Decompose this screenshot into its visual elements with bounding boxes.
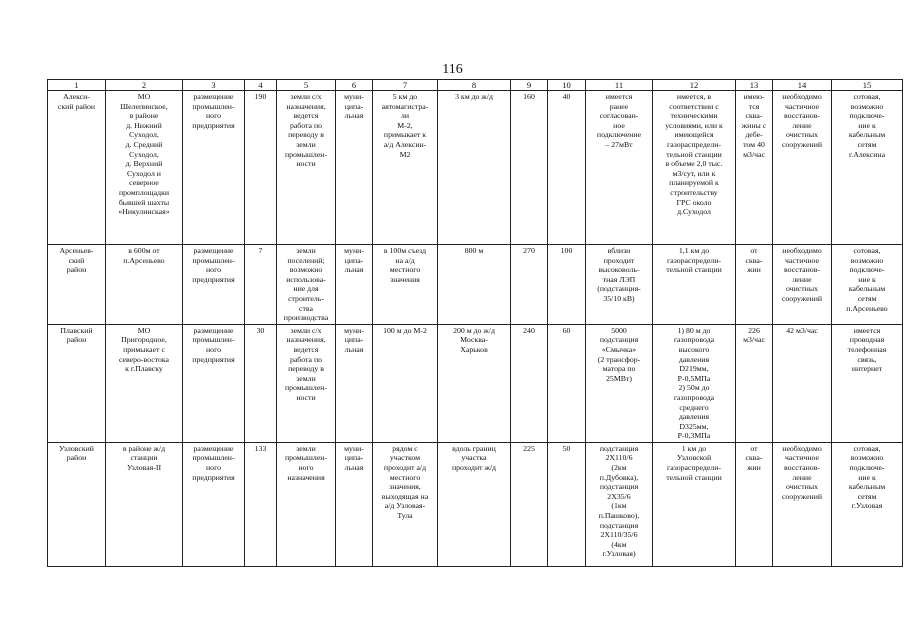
table-cell [548, 324, 586, 442]
cell-text: необходимо частичное восстанов- ление очистных сооружений [781, 246, 823, 303]
table-cell [548, 442, 586, 566]
cell-text: земли промышлен- ного назначения [284, 443, 328, 482]
table-cell [438, 442, 511, 566]
column-number: 15 [832, 80, 903, 91]
cell-text: размещение промышлен- ного предприятия [192, 325, 235, 364]
table-cell [773, 245, 832, 325]
cell-text: 270 [523, 246, 535, 255]
cell-text: сотовая, возможно подключе- ние к кабельным сетям п.Арсеньево [846, 246, 888, 313]
table-cell [832, 245, 903, 325]
table-cell [653, 442, 736, 566]
cell-text: 1,1 км до газораспредели- тельной станции [666, 246, 722, 275]
table-cell [653, 245, 736, 325]
cell-text: 5 км до автомагистра- ли М-2, примыкает к а/д Алексин- М2 [381, 92, 429, 159]
table-cell [586, 245, 653, 325]
column-number: 1 [48, 80, 106, 91]
table-cell [183, 442, 245, 566]
column-number: 8 [438, 80, 511, 91]
table-cell [277, 324, 336, 442]
cell-text: земли поселений; возможно использова- ние для строитель- ства производства [283, 246, 329, 323]
site-table [47, 79, 903, 567]
table-cell [106, 245, 183, 325]
table-cell [438, 324, 511, 442]
column-number: 5 [277, 80, 336, 91]
table-cell [548, 245, 586, 325]
table-cell [336, 324, 373, 442]
table-row [48, 442, 903, 566]
table-cell [586, 324, 653, 442]
table-cell [106, 91, 183, 245]
table-cell [336, 91, 373, 245]
cell-text: муни- ципа- льная [344, 246, 364, 275]
column-number: 10 [548, 80, 586, 91]
table-cell [245, 91, 277, 245]
cell-text: Плавский район [60, 325, 93, 345]
cell-text: от сква- жин [745, 443, 763, 473]
cell-text: земли с/х назначения, ведется работа по переводу в земли промышлен- ности [284, 92, 328, 169]
cell-text: 7 [258, 246, 263, 255]
table-cell [48, 324, 106, 442]
table-cell [277, 442, 336, 566]
cell-text: размещение промышлен- ного предприятия [192, 246, 235, 284]
cell-text: подстанция 2Х110/6 (2км п.Дубовка), подстанция 2Х35/6 (1км п.Пашково), подстанция 2Х110/35/6 (4км г.Узловая) [598, 443, 640, 559]
column-number: 9 [511, 80, 548, 91]
column-number: 6 [336, 80, 373, 91]
table-row [48, 91, 903, 245]
table-cell [653, 91, 736, 245]
table-row [48, 245, 903, 325]
column-number: 4 [245, 80, 277, 91]
table-cell [832, 91, 903, 245]
column-number: 2 [106, 80, 183, 91]
column-number: 14 [773, 80, 832, 91]
cell-text: 50 [562, 443, 571, 453]
table-cell [183, 91, 245, 245]
table-cell [48, 91, 106, 245]
table-cell [438, 91, 511, 245]
cell-text: 3 км до ж/д [455, 92, 493, 101]
column-number: 11 [586, 80, 653, 91]
cell-text: 160 [523, 92, 535, 101]
cell-text: 1 км до Узловской газораспредели- тельной станции [666, 443, 722, 482]
cell-text: в районе ж/д станции Узловая-II [122, 443, 166, 473]
cell-text: 40 [562, 92, 571, 101]
cell-text: имеется проводная телефонная связь, интернет [847, 325, 887, 374]
cell-text: 100 [560, 246, 573, 255]
cell-text: в 100м съезд на а/д местного значения [383, 246, 427, 284]
table-cell [277, 245, 336, 325]
table-cell [48, 442, 106, 566]
cell-text: имеется ранее согласован- ное подключение – 27мВт [596, 92, 642, 149]
table-cell [106, 442, 183, 566]
cell-text: МО Шелепинское, в районе д. Нижний Суходол, д. Средний Суходол, д. Верхний Суходол и северное промплощадки бывшей шахты «Никулинская» [118, 92, 170, 217]
cell-text: Узловский район [59, 443, 94, 463]
table-cell [736, 91, 773, 245]
cell-text: размещение промышлен- ного предприятия [192, 443, 235, 482]
cell-text: МО Пригородное, примыкает с северо-востока к г.Плавску [118, 325, 170, 374]
header-row [48, 80, 903, 91]
table-cell [106, 324, 183, 442]
cell-text: необходимо частичное восстанов- ление очистных сооружений [781, 92, 823, 149]
table-cell [48, 245, 106, 325]
table-cell [373, 245, 438, 325]
table-cell [511, 324, 548, 442]
cell-text: муни- ципа- льная [344, 92, 364, 121]
cell-text: 5000 подстанция «Смычка» (2 трансфор- матора по 25МВт) [597, 325, 641, 383]
table-cell [653, 324, 736, 442]
table-cell [548, 91, 586, 245]
table-cell [373, 442, 438, 566]
cell-text: 200 м до ж/д Москва- Харьков [453, 325, 495, 354]
cell-text: 133 [254, 443, 267, 453]
table-cell [336, 442, 373, 566]
table-cell [736, 324, 773, 442]
table-cell [773, 324, 832, 442]
table-cell [736, 245, 773, 325]
table-cell [511, 245, 548, 325]
table-cell [373, 91, 438, 245]
cell-text: рядом с участком проходит а/д местного значения, выходящая на а/д Узловая- Тула [381, 443, 429, 521]
cell-text: 800 м [464, 246, 484, 255]
column-number: 13 [736, 80, 773, 91]
cell-text: 30 [256, 325, 265, 335]
table-cell [832, 442, 903, 566]
cell-text: 100 м до М-2 [383, 325, 427, 335]
cell-text: вдоль границ участка проходит ж/д [451, 443, 497, 473]
table-cell [245, 324, 277, 442]
cell-text: от сква- жин [745, 246, 763, 275]
cell-text: земли с/х назначения, ведется работа по переводу в земли промышлен- ности [284, 325, 328, 402]
cell-text: сотовая, возможно подключе- ние к кабельным сетям г.Узловая [848, 443, 886, 511]
table-cell [336, 245, 373, 325]
table-cell [511, 442, 548, 566]
cell-text: Арсеньев- ский район [59, 246, 94, 275]
table-cell [586, 442, 653, 566]
table-cell [773, 442, 832, 566]
table-cell [245, 245, 277, 325]
page-number: 116 [442, 62, 463, 77]
cell-text: имеется, в соответствии с техническими условиями, или к имеющейся газораспредели- тельной станции в объеме 2,0 тыс. м3/сут, или к планируемой к строительству ГРС около д.Суходол [665, 92, 723, 217]
cell-text: 60 [562, 325, 571, 335]
table-row [48, 324, 903, 442]
cell-text: 225 [523, 443, 535, 453]
cell-text: 240 [523, 325, 535, 335]
table-cell [183, 245, 245, 325]
cell-text: вблизи проходит высоковоль- тная ЛЭП (подстанция- 35/10 кВ) [597, 246, 641, 303]
cell-text: сотовая, возможно подключе- ние к кабельным сетям г.Алексина [848, 92, 886, 159]
table-cell [183, 324, 245, 442]
table-cell [736, 442, 773, 566]
cell-text: 1) 80 м до газопровода высокого давления D219мм, Р-0,5МПа 2) 50м до газопровода среднего давления D325мм, Р-0,3МПа [673, 325, 715, 441]
cell-text: в 600м от п.Арсеньево [123, 246, 165, 265]
table-cell [277, 91, 336, 245]
cell-text: муни- ципа- льная [344, 443, 364, 473]
cell-text: имею- тся сква- жины с дебе- том 40 м3/час [741, 92, 767, 159]
cell-text: муни- ципа- льная [344, 325, 364, 354]
table-cell [586, 91, 653, 245]
cell-text: необходимо частичное восстанов- ление очистных сооружений [781, 443, 823, 501]
table-cell [245, 442, 277, 566]
table-cell [832, 324, 903, 442]
table-cell [438, 245, 511, 325]
table-cell [511, 91, 548, 245]
table-cell [773, 91, 832, 245]
cell-text: 190 [254, 92, 267, 101]
cell-text: 226 м3/час [743, 325, 765, 345]
column-number: 3 [183, 80, 245, 91]
cell-text: 42 м3/час [786, 325, 818, 335]
column-number: 12 [653, 80, 736, 91]
table-cell [373, 324, 438, 442]
cell-text: Алекси- ский район [57, 92, 96, 111]
cell-text: размещение промышлен- ного предприятия [192, 92, 235, 130]
column-number: 7 [373, 80, 438, 91]
